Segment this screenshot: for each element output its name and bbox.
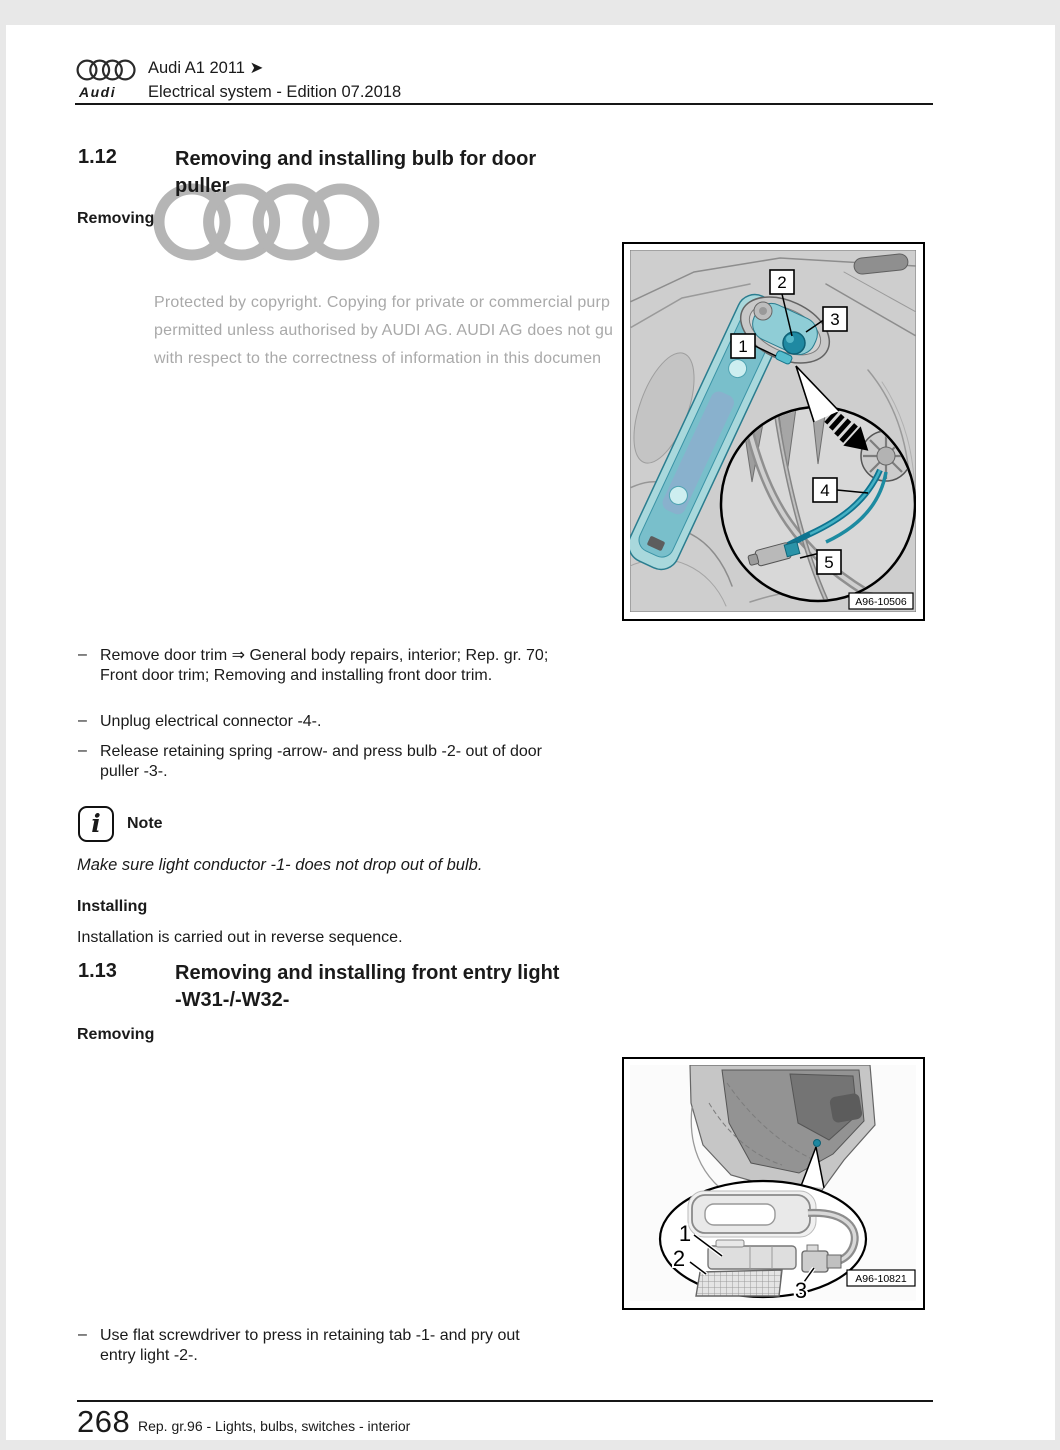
callout-5: 5 [824,553,834,572]
footer-chapter-line: Rep. gr.96 - Lights, bulbs, switches - interior [138,1418,411,1434]
section-1-12-number: 1.12 [78,146,117,168]
installing-text: Installation is carried out in reverse sequence. [77,929,403,946]
entry-light-housing [708,1246,796,1269]
svg-text:A96-10506: A96-10506 [855,596,907,608]
footer-page-number: 268 [77,1404,131,1439]
header-edition-line: Electrical system - Edition 07.2018 [148,83,402,101]
step-item: Unplug electrical connector -4-. [100,713,322,730]
callout-1: 1 [678,1221,692,1246]
audi-logo-wordmark: Audi [79,84,117,100]
note-text: Make sure light conductor -1- does not drop out of bulb. [77,856,483,874]
figure-entry-light [622,1057,925,1310]
installing-heading: Installing [77,898,148,915]
removing-heading-1-13: Removing [77,1026,155,1043]
entry-light-lens [696,1270,782,1296]
removing-heading-1-12: Removing [77,210,155,227]
step-item: Release retaining spring -arrow- and press bulb -2- out of door puller -3-. [100,743,543,780]
footer-rule [77,1400,933,1402]
step-item: Remove door trim ⇒ General body repairs, interior; Rep. gr. 70; Front door trim; Removing and installing front door trim. [100,647,549,684]
entry-light-location-dot [814,1140,821,1147]
callout-3: 3 [794,1278,808,1301]
copyright-line-2: permitted unless authorised by AUDI AG. AUDI AG does not gu [154,322,614,339]
bullet-dash: – [78,742,87,759]
callout-3: 3 [830,310,840,329]
bullet-dash: – [78,646,87,663]
callout-1: 1 [738,337,748,356]
copyright-line-1: Protected by copyright. Copying for private or commercial purp [154,294,611,311]
step-item: Use flat screwdriver to press in retaining tab -1- and pry out entry light -2-. [100,1327,520,1364]
figure2-ref-label [847,1270,915,1286]
section-1-12-title: Removing and installing bulb for door puller [175,148,537,197]
copyright-line-3: with respect to the correctness of information in this documen [154,350,602,367]
svg-text:A96-10821: A96-10821 [855,1273,907,1285]
figure1-ref-label [849,593,913,609]
figure-door-puller-bulb [622,242,925,621]
callout-4: 4 [820,481,830,500]
header-rule [75,103,933,105]
bullet-dash: – [78,712,87,729]
figure-entry-light-illustration [630,1065,916,1301]
note-heading: Note [127,815,163,832]
section-1-13-title: Removing and installing front entry light -W31-/-W32- [175,962,560,1011]
callout-2: 2 [777,273,787,292]
audi-rings-logo [76,58,138,84]
bullet-dash: – [78,1326,87,1343]
section-1-13-number: 1.13 [78,960,117,982]
note-info-icon: i [78,806,114,842]
callout-2: 2 [672,1246,686,1271]
header-model-line: Audi A1 2011 ➤ [148,59,264,77]
figure-door-puller-illustration [630,250,916,612]
